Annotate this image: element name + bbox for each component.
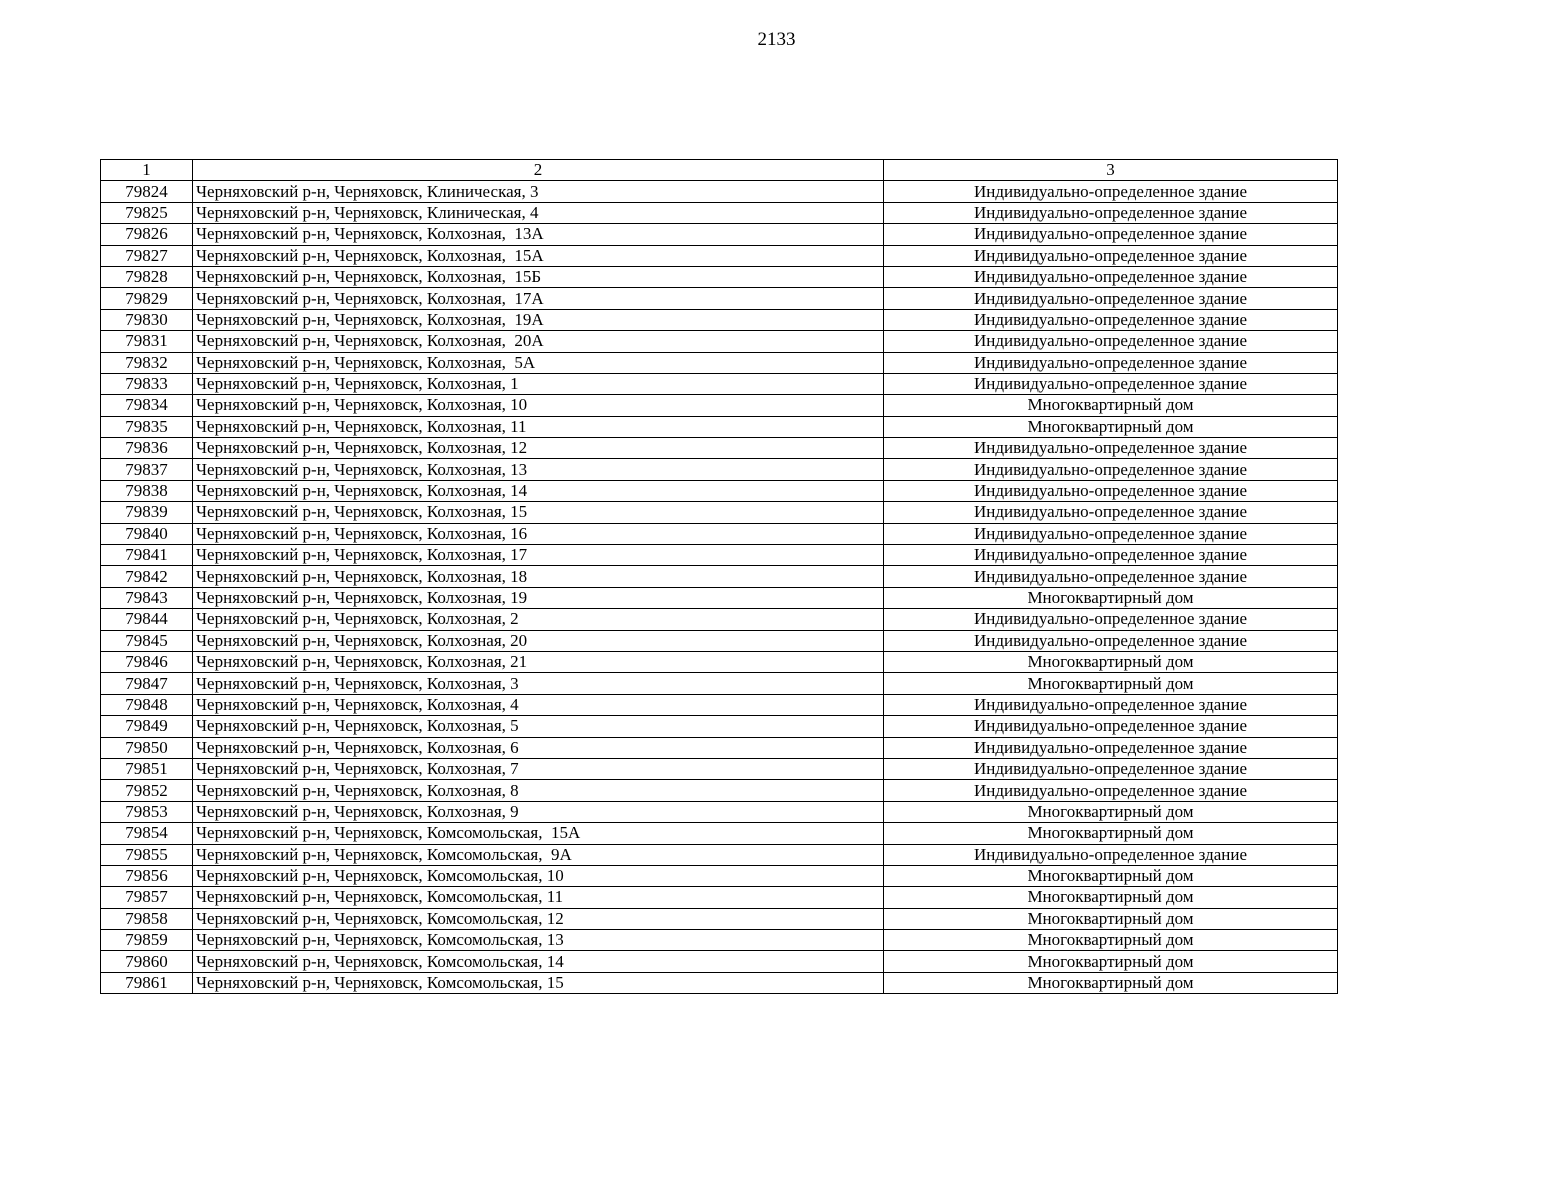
cell-type: Индивидуально-определенное здание	[884, 181, 1338, 202]
cell-address: Черняховский р-н, Черняховск, Клиническая, 4	[193, 202, 884, 223]
cell-address: Черняховский р-н, Черняховск, Колхозная, 16	[193, 523, 884, 544]
cell-address: Черняховский р-н, Черняховск, Колхозная, 13А	[193, 224, 884, 245]
cell-type: Индивидуально-определенное здание	[884, 480, 1338, 501]
table-row	[101, 523, 1338, 544]
cell-type: Индивидуально-определенное здание	[884, 245, 1338, 266]
cell-id: 79831	[101, 331, 193, 352]
table-row	[101, 373, 1338, 394]
cell-address: Черняховский р-н, Черняховск, Колхозная, 13	[193, 459, 884, 480]
table-body	[101, 181, 1338, 994]
cell-address: Черняховский р-н, Черняховск, Колхозная, 20А	[193, 331, 884, 352]
table-row	[101, 352, 1338, 373]
cell-address: Черняховский р-н, Черняховск, Комсомольская, 13	[193, 930, 884, 951]
cell-id: 79836	[101, 438, 193, 459]
cell-type: Многоквартирный дом	[884, 416, 1338, 437]
cell-id: 79852	[101, 780, 193, 801]
header-row	[101, 160, 1338, 181]
cell-id: 79842	[101, 566, 193, 587]
cell-type: Многоквартирный дом	[884, 823, 1338, 844]
registry-table	[100, 159, 1338, 994]
cell-id: 79859	[101, 930, 193, 951]
cell-id: 79846	[101, 651, 193, 672]
cell-address: Черняховский р-н, Черняховск, Колхозная, 12	[193, 438, 884, 459]
cell-type: Многоквартирный дом	[884, 930, 1338, 951]
table-row	[101, 566, 1338, 587]
cell-id: 79847	[101, 673, 193, 694]
cell-address: Черняховский р-н, Черняховск, Комсомольская, 9А	[193, 844, 884, 865]
cell-id: 79844	[101, 609, 193, 630]
table-row	[101, 930, 1338, 951]
cell-address: Черняховский р-н, Черняховск, Колхозная, 6	[193, 737, 884, 758]
cell-id: 79858	[101, 908, 193, 929]
cell-type: Индивидуально-определенное здание	[884, 630, 1338, 651]
table-row	[101, 651, 1338, 672]
cell-address: Черняховский р-н, Черняховск, Колхозная, 17А	[193, 288, 884, 309]
cell-type: Многоквартирный дом	[884, 865, 1338, 886]
cell-type: Индивидуально-определенное здание	[884, 373, 1338, 394]
table-row	[101, 716, 1338, 737]
cell-id: 79848	[101, 694, 193, 715]
cell-id: 79860	[101, 951, 193, 972]
cell-type: Многоквартирный дом	[884, 972, 1338, 993]
cell-id: 79827	[101, 245, 193, 266]
cell-type: Индивидуально-определенное здание	[884, 566, 1338, 587]
cell-address: Черняховский р-н, Черняховск, Колхозная, 8	[193, 780, 884, 801]
cell-id: 79849	[101, 716, 193, 737]
table-row	[101, 630, 1338, 651]
cell-address: Черняховский р-н, Черняховск, Колхозная, 2	[193, 609, 884, 630]
cell-id: 79837	[101, 459, 193, 480]
table-row	[101, 416, 1338, 437]
cell-type: Индивидуально-определенное здание	[884, 716, 1338, 737]
table-row	[101, 801, 1338, 822]
cell-address: Черняховский р-н, Черняховск, Колхозная, 19А	[193, 309, 884, 330]
cell-id: 79861	[101, 972, 193, 993]
table-row	[101, 758, 1338, 779]
table-header	[101, 160, 1338, 181]
table-row	[101, 224, 1338, 245]
cell-id: 79838	[101, 480, 193, 501]
cell-address: Черняховский р-н, Черняховск, Комсомольская, 11	[193, 887, 884, 908]
cell-type: Индивидуально-определенное здание	[884, 438, 1338, 459]
cell-id: 79829	[101, 288, 193, 309]
table-row	[101, 694, 1338, 715]
cell-type: Индивидуально-определенное здание	[884, 523, 1338, 544]
cell-id: 79840	[101, 523, 193, 544]
cell-id: 79857	[101, 887, 193, 908]
table-row	[101, 245, 1338, 266]
cell-type: Индивидуально-определенное здание	[884, 694, 1338, 715]
table-row	[101, 865, 1338, 886]
table-row	[101, 587, 1338, 608]
cell-type: Индивидуально-определенное здание	[884, 609, 1338, 630]
cell-address: Черняховский р-н, Черняховск, Колхозная, 15А	[193, 245, 884, 266]
cell-id: 79826	[101, 224, 193, 245]
table-row	[101, 459, 1338, 480]
table-row	[101, 609, 1338, 630]
table-row	[101, 844, 1338, 865]
cell-type: Многоквартирный дом	[884, 395, 1338, 416]
cell-address: Черняховский р-н, Черняховск, Колхозная, 9	[193, 801, 884, 822]
cell-id: 79851	[101, 758, 193, 779]
cell-type: Индивидуально-определенное здание	[884, 331, 1338, 352]
cell-type: Многоквартирный дом	[884, 801, 1338, 822]
cell-type: Индивидуально-определенное здание	[884, 352, 1338, 373]
cell-address: Черняховский р-н, Черняховск, Колхозная, 4	[193, 694, 884, 715]
table-row	[101, 309, 1338, 330]
table-row	[101, 395, 1338, 416]
table-row	[101, 331, 1338, 352]
cell-id: 79843	[101, 587, 193, 608]
cell-type: Индивидуально-определенное здание	[884, 224, 1338, 245]
table-row	[101, 823, 1338, 844]
cell-id: 79850	[101, 737, 193, 758]
cell-type: Индивидуально-определенное здание	[884, 780, 1338, 801]
table-row	[101, 972, 1338, 993]
header-cell-1: 1	[101, 160, 193, 181]
cell-type: Индивидуально-определенное здание	[884, 309, 1338, 330]
cell-id: 79825	[101, 202, 193, 223]
cell-address: Черняховский р-н, Черняховск, Комсомольская, 10	[193, 865, 884, 886]
cell-type: Индивидуально-определенное здание	[884, 459, 1338, 480]
table-row	[101, 887, 1338, 908]
cell-type: Индивидуально-определенное здание	[884, 545, 1338, 566]
cell-address: Черняховский р-н, Черняховск, Колхозная, 15Б	[193, 266, 884, 287]
cell-address: Черняховский р-н, Черняховск, Колхозная, 5	[193, 716, 884, 737]
cell-address: Черняховский р-н, Черняховск, Колхозная, 1	[193, 373, 884, 394]
table-row	[101, 266, 1338, 287]
table-row	[101, 673, 1338, 694]
table-row	[101, 480, 1338, 501]
cell-address: Черняховский р-н, Черняховск, Колхозная, 20	[193, 630, 884, 651]
cell-id: 79853	[101, 801, 193, 822]
cell-id: 79854	[101, 823, 193, 844]
cell-id: 79845	[101, 630, 193, 651]
cell-address: Черняховский р-н, Черняховск, Колхозная, 10	[193, 395, 884, 416]
cell-address: Черняховский р-н, Черняховск, Колхозная, 15	[193, 502, 884, 523]
header-cell-3: 3	[884, 160, 1338, 181]
cell-address: Черняховский р-н, Черняховск, Колхозная, 11	[193, 416, 884, 437]
table-row	[101, 951, 1338, 972]
cell-type: Индивидуально-определенное здание	[884, 737, 1338, 758]
table-row	[101, 908, 1338, 929]
cell-type: Многоквартирный дом	[884, 908, 1338, 929]
cell-type: Индивидуально-определенное здание	[884, 502, 1338, 523]
cell-type: Индивидуально-определенное здание	[884, 844, 1338, 865]
cell-address: Черняховский р-н, Черняховск, Колхозная, 14	[193, 480, 884, 501]
cell-type: Индивидуально-определенное здание	[884, 758, 1338, 779]
cell-address: Черняховский р-н, Черняховск, Колхозная, 19	[193, 587, 884, 608]
table-row	[101, 288, 1338, 309]
cell-id: 79855	[101, 844, 193, 865]
cell-address: Черняховский р-н, Черняховск, Комсомольская, 15	[193, 972, 884, 993]
table-row	[101, 202, 1338, 223]
table-row	[101, 737, 1338, 758]
page-number: 2133	[757, 29, 796, 50]
table-row	[101, 780, 1338, 801]
cell-id: 79828	[101, 266, 193, 287]
cell-type: Многоквартирный дом	[884, 587, 1338, 608]
cell-id: 79839	[101, 502, 193, 523]
cell-id: 79856	[101, 865, 193, 886]
cell-address: Черняховский р-н, Черняховск, Колхозная, 21	[193, 651, 884, 672]
cell-type: Индивидуально-определенное здание	[884, 288, 1338, 309]
cell-address: Черняховский р-н, Черняховск, Колхозная, 3	[193, 673, 884, 694]
cell-address: Черняховский р-н, Черняховск, Комсомольская, 15А	[193, 823, 884, 844]
cell-address: Черняховский р-н, Черняховск, Комсомольская, 14	[193, 951, 884, 972]
table-row	[101, 438, 1338, 459]
cell-type: Многоквартирный дом	[884, 673, 1338, 694]
cell-address: Черняховский р-н, Черняховск, Колхозная, 5А	[193, 352, 884, 373]
cell-id: 79841	[101, 545, 193, 566]
cell-id: 79824	[101, 181, 193, 202]
cell-type: Многоквартирный дом	[884, 887, 1338, 908]
cell-id: 79834	[101, 395, 193, 416]
cell-address: Черняховский р-н, Черняховск, Клиническая, 3	[193, 181, 884, 202]
cell-type: Индивидуально-определенное здание	[884, 266, 1338, 287]
cell-type: Индивидуально-определенное здание	[884, 202, 1338, 223]
cell-type: Многоквартирный дом	[884, 951, 1338, 972]
cell-id: 79832	[101, 352, 193, 373]
cell-id: 79835	[101, 416, 193, 437]
cell-id: 79830	[101, 309, 193, 330]
cell-id: 79833	[101, 373, 193, 394]
table-row	[101, 502, 1338, 523]
cell-address: Черняховский р-н, Черняховск, Колхозная, 17	[193, 545, 884, 566]
cell-address: Черняховский р-н, Черняховск, Колхозная, 7	[193, 758, 884, 779]
header-cell-2: 2	[193, 160, 884, 181]
cell-address: Черняховский р-н, Черняховск, Комсомольская, 12	[193, 908, 884, 929]
cell-type: Многоквартирный дом	[884, 651, 1338, 672]
table-row	[101, 181, 1338, 202]
cell-address: Черняховский р-н, Черняховск, Колхозная, 18	[193, 566, 884, 587]
table-row	[101, 545, 1338, 566]
